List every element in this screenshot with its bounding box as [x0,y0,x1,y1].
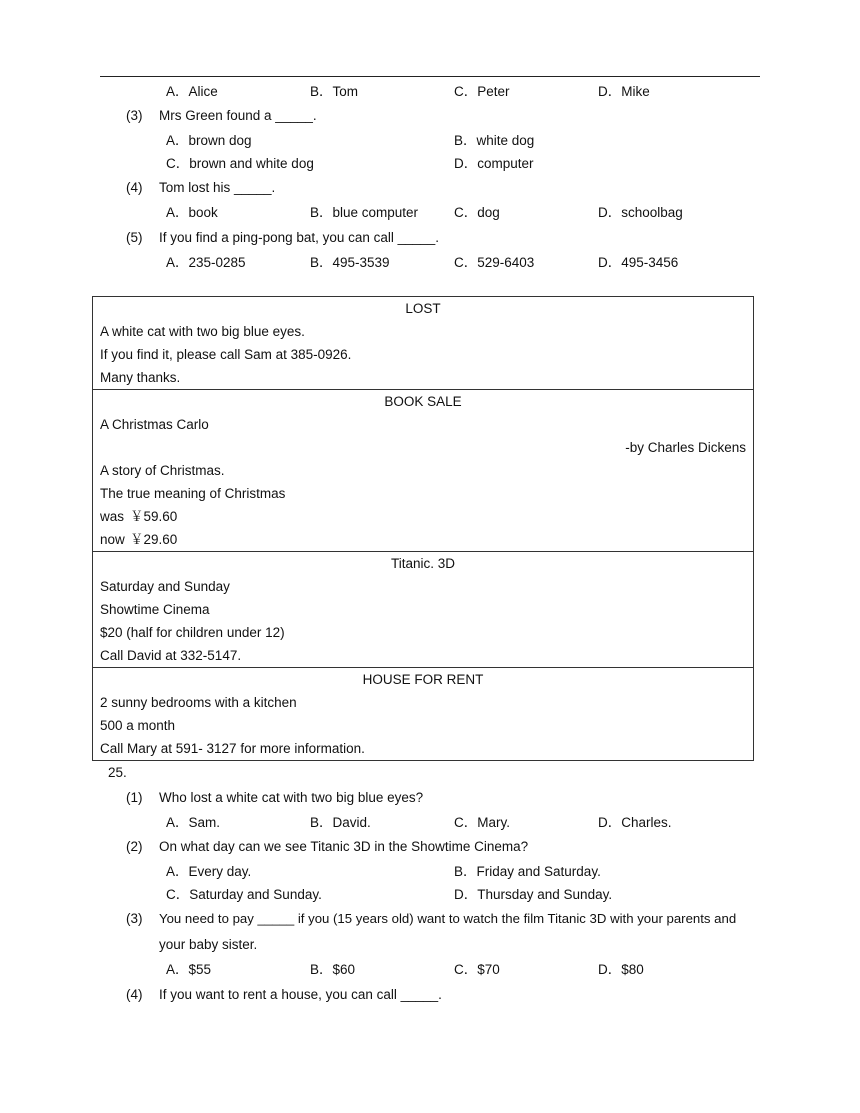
house-rent-title: HOUSE FOR RENT [362,672,484,687]
book-now-price-row [100,528,746,551]
prev-q3-option-c[interactable]: C．brown and white dog [166,156,314,171]
titanic-ad-line: Saturday and Sunday [100,579,230,594]
q25-2-option-d[interactable]: D．Thursday and Sunday. [454,887,613,902]
book-was-price-row [100,505,746,528]
prev-q2-option-a[interactable]: A．Alice [166,84,218,99]
prev-q3-option-b[interactable]: B．white dog [454,133,535,148]
prev-q3-text: Mrs Green found a _____. [159,108,317,123]
q25-3-number: (3) [126,911,143,926]
prev-q3-option-a[interactable]: A．brown dog [166,133,252,148]
prev-q4-option-a[interactable]: A．book [166,205,218,220]
prev-q5-option-c[interactable]: C．529-6403 [454,255,535,270]
prev-q5-text: If you find a ping-pong bat, you can call _____. [159,230,439,245]
q25-2-option-b[interactable]: B．Friday and Saturday. [454,864,601,879]
q25-2-text: On what day can we see Titanic 3D in the Showtime Cinema? [159,839,529,854]
book-sale-line: The true meaning of Christmas [100,486,286,501]
q25-1-option-c[interactable]: C．Mary. [454,815,510,830]
house-rent-line: Call Mary at 591- 3127 for more information. [100,741,365,756]
book-author: -by Charles Dickens [625,440,746,455]
prev-q2-option-b[interactable]: B．Tom [310,84,359,99]
q25-3-option-d[interactable]: D．$80 [598,962,644,977]
was-label: was [100,509,125,524]
lost-ad-title: LOST [405,301,441,316]
now-label: now [100,532,125,547]
advertisements-table [92,296,754,761]
house-rent-ad [93,668,753,760]
now-price: ￥29.60 [130,532,178,547]
q25-2-number: (2) [126,839,143,854]
book-sale-ad [93,390,753,552]
q25-1-option-d[interactable]: D．Charles. [598,815,672,830]
prev-q4-option-c[interactable]: C．dog [454,205,500,220]
titanic-ad-title: Titanic. 3D [390,556,456,571]
q25-4-text: If you want to rent a house, you can call _____. [159,987,442,1002]
q25-1-text: Who lost a white cat with two big blue eyes? [159,790,424,805]
lost-ad-line: Many thanks. [100,370,181,385]
question-number: 25. [108,765,127,780]
q25-2-option-a[interactable]: A．Every day. [166,864,252,879]
q25-3-option-a[interactable]: A．$55 [166,962,212,977]
was-price: ￥59.60 [130,509,178,524]
header-rule [100,76,760,77]
prev-q5-option-d[interactable]: D．495-3456 [598,255,679,270]
q25-4-number: (4) [126,987,143,1002]
book-name: A Christmas Carlo [100,417,209,432]
book-sale-line: A story of Christmas. [100,463,225,478]
q25-1-option-b[interactable]: B．David. [310,815,371,830]
prev-q5-option-b[interactable]: B．495-3539 [310,255,390,270]
prev-q2-option-d[interactable]: D．Mike [598,84,650,99]
house-rent-line: 500 a month [100,718,176,733]
prev-q5-option-a[interactable]: A．235-0285 [166,255,246,270]
prev-q4-text: Tom lost his _____. [159,180,276,195]
q25-2-option-c[interactable]: C．Saturday and Sunday. [166,887,322,902]
titanic-ad-line: Call David at 332-5147. [100,648,242,663]
lost-ad-line: A white cat with two big blue eyes. [100,324,305,339]
lost-ad-line: If you find it, please call Sam at 385-0926. [100,347,352,362]
prev-q3-option-d[interactable]: D．computer [454,156,534,171]
titanic-ad [93,552,753,668]
titanic-ad-line: $20 (half for children under 12) [100,625,285,640]
lost-ad [93,297,753,390]
prev-q4-option-d[interactable]: D．schoolbag [598,205,683,220]
q25-1-number: (1) [126,790,143,805]
prev-q2-option-c[interactable]: C．Peter [454,84,510,99]
prev-q4-option-b[interactable]: B．blue computer [310,205,419,220]
book-sale-title: BOOK SALE [384,394,462,409]
house-rent-line: 2 sunny bedrooms with a kitchen [100,695,297,710]
q25-3-option-c[interactable]: C．$70 [454,962,500,977]
titanic-ad-line: Showtime Cinema [100,602,210,617]
q25-3-option-b[interactable]: B．$60 [310,962,356,977]
prev-q5-number: (5) [126,230,143,245]
prev-q3-number: (3) [126,108,143,123]
q25-3-text: You need to pay _____ if you (15 years old) want to watch the film Titanic 3D with your parents and [159,911,737,926]
q25-3-text-continued: your baby sister. [159,937,258,952]
q25-1-option-a[interactable]: A．Sam. [166,815,221,830]
prev-q4-number: (4) [126,180,143,195]
